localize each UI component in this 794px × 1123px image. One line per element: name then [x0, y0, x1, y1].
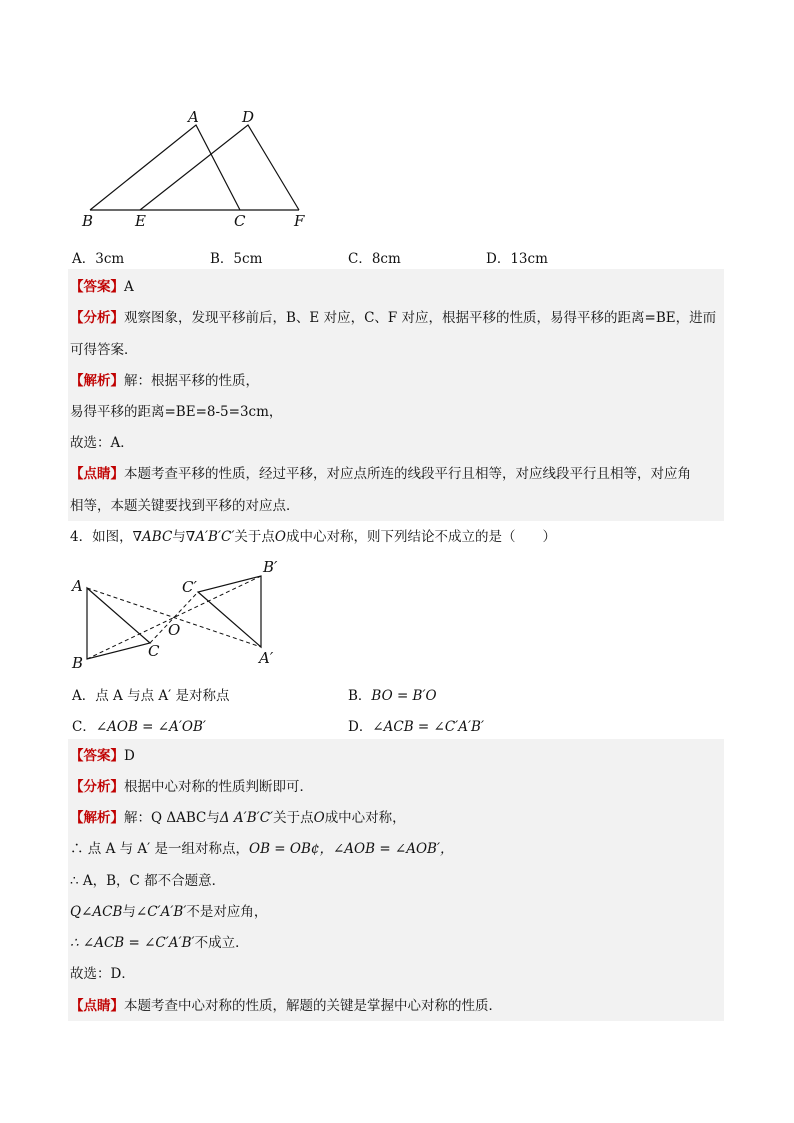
q4-jiexi-6: 故选：D．	[70, 966, 135, 982]
q3-option-a: A．3cm	[72, 251, 125, 267]
jiexi-tag: 【解析】	[70, 810, 124, 826]
q4-jiexi-1	[70, 808, 724, 828]
label-c: C	[148, 642, 160, 660]
figure-central-symmetry	[65, 555, 285, 675]
jiexi-1c: Δ A′B′C′	[219, 810, 274, 826]
jiexi-1e: O	[313, 810, 325, 826]
jiexi-4d: 不是对应角，	[186, 904, 268, 920]
q4-jiexi-3: ∴ A，B，C 都不合题意．	[70, 873, 226, 889]
q3-dianjing-1	[70, 464, 724, 484]
label-f: F	[294, 212, 305, 230]
q4-dianjing	[70, 996, 724, 1016]
dianjing-tag: 【点睛】	[70, 466, 124, 482]
figure-translation	[70, 100, 330, 235]
answer-tag: 【答案】	[70, 279, 124, 295]
label-b-prime: B′	[263, 558, 278, 576]
dianjing-text: 本题考查平移的性质，经过平移，对应点所连的线段平行且相等，对应线段平行且相等，对应角	[124, 466, 691, 482]
q4-point-o: O	[274, 529, 286, 545]
q3-jiexi-2: 易得平移的距离=BE=8-5=3cm，	[70, 404, 283, 420]
q3-analysis-1	[70, 308, 724, 328]
q4-option-c-math: ∠AOB = ∠A′OB′	[95, 719, 206, 735]
label-b: B	[82, 212, 94, 230]
answer-tag: 【答案】	[70, 748, 124, 764]
analysis-tag: 【分析】	[70, 310, 124, 326]
q3-analysis-2: 可得答案．	[70, 342, 138, 358]
analysis-tag: 【分析】	[70, 779, 124, 795]
jiexi-4a: Q∠ACB	[70, 904, 123, 920]
label-a-prime: A′	[259, 649, 274, 667]
jiexi-text: 解：根据平移的性质，	[124, 373, 259, 389]
jiexi-2b: OB = OB¢，∠AOB = ∠AOB′，	[249, 841, 454, 857]
q4-option-b	[348, 684, 437, 704]
jiexi-5a: ∴ ∠ACB = ∠C′A′B′	[70, 935, 195, 951]
q3-option-d: D．13cm	[486, 251, 548, 267]
dianjing-text: 本题考查中心对称的性质，解题的关键是掌握中心对称的性质．	[124, 998, 502, 1014]
jiexi-4b: 与	[122, 904, 136, 920]
q4-stem-prefix: 4．如图，	[70, 529, 133, 545]
jiexi-1b: 与	[206, 810, 220, 826]
analysis-text: 观察图象，发现平移前后，B、E 对应，C、F 对应，根据平移的性质，易得平移的距离=BE，进而	[124, 310, 717, 326]
q4-analysis	[70, 777, 724, 797]
q4-stem	[70, 527, 724, 547]
q3-dianjing-2: 相等，本题关键要找到平移的对应点．	[70, 498, 300, 514]
q4-answer	[70, 746, 724, 766]
answer-value: A	[124, 279, 134, 295]
q4-option-b-math: BO = B′O	[371, 688, 437, 704]
label-b: B	[72, 654, 84, 672]
jiexi-1a: 解：Q ΔABC	[124, 810, 207, 826]
triangle-abc	[90, 125, 240, 210]
q4-jiexi-5	[70, 933, 724, 953]
jiexi-2a: ∴ 点 A 与 A′ 是一组对称点，	[70, 841, 250, 857]
label-e: E	[135, 212, 146, 230]
dianjing-tag: 【点睛】	[70, 998, 124, 1014]
triangle-def	[140, 125, 299, 210]
label-a: A	[72, 577, 83, 595]
q4-stem-suffix: 成中心对称，则下列结论不成立的是（ ）	[285, 529, 556, 545]
q3-jiexi-3: 故选：A．	[70, 435, 134, 451]
q3-option-c: C．8cm	[348, 251, 401, 267]
q3-option-b: B．5cm	[210, 251, 263, 267]
answer-value: D	[124, 748, 135, 764]
q4-option-d-prefix: D．	[348, 719, 373, 735]
label-c: C	[234, 212, 246, 230]
q4-triangle-1: ∇ABC	[132, 529, 173, 545]
triangle-abc	[87, 588, 150, 659]
q4-stem-mid1: 与	[172, 529, 186, 545]
label-c-prime: C′	[182, 578, 197, 596]
jiexi-1f: 成中心对称，	[324, 810, 406, 826]
q4-triangle-2: ∇A′B′C′	[185, 529, 235, 545]
q4-option-a: A．点 A 与点 A′ 是对称点	[72, 688, 230, 704]
q4-option-d	[348, 715, 484, 735]
jiexi-4c: ∠C′A′B′	[135, 904, 187, 920]
q4-jiexi-4	[70, 902, 724, 922]
jiexi-1d: 关于点	[273, 810, 314, 826]
q4-jiexi-2	[70, 839, 724, 859]
jiexi-5b: 不成立．	[194, 935, 249, 951]
label-o: O	[168, 621, 181, 639]
q4-option-d-math: ∠ACB = ∠C′A′B′	[372, 719, 485, 735]
jiexi-tag: 【解析】	[70, 373, 124, 389]
analysis-text: 根据中心对称的性质判断即可．	[124, 779, 313, 795]
q3-jiexi-1	[70, 371, 724, 391]
label-d: D	[242, 108, 255, 126]
q3-answer	[70, 277, 724, 297]
label-a: A	[188, 108, 199, 126]
q4-stem-mid2: 关于点	[234, 529, 275, 545]
q4-option-c	[72, 715, 206, 735]
q4-option-c-prefix: C．	[72, 719, 96, 735]
q4-option-b-prefix: B．	[348, 688, 372, 704]
